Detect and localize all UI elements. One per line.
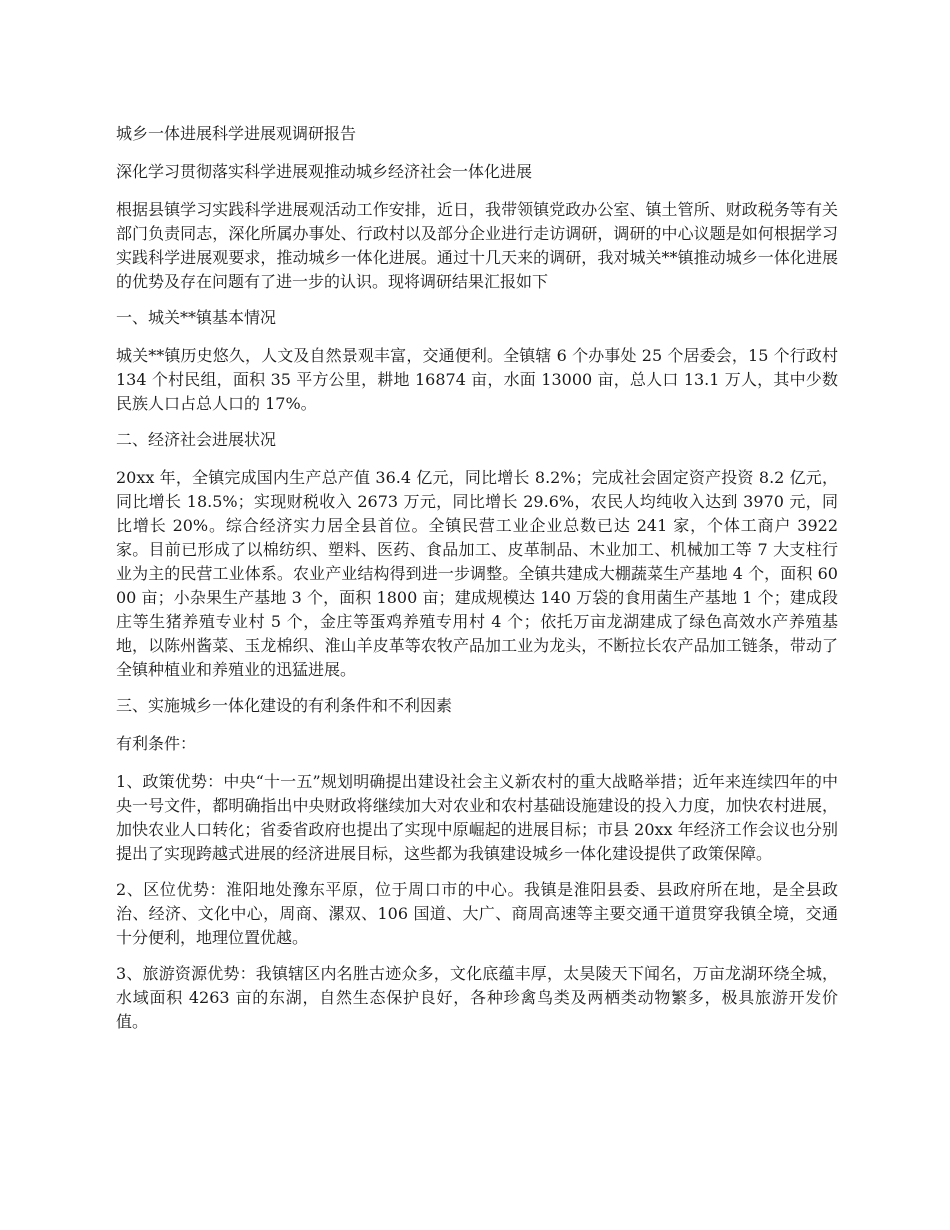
favorable-item-tourism: 3、旅游资源优势：我镇辖区内名胜古迹众多，文化底蕴丰厚，太昊陵天下闻名，万亩龙湖环绕全城，水域面积 4263 亩的东湖，自然生态保护良好，各种珍禽鸟类及两栖类动物繁多，极具旅游开发价值。 bbox=[116, 964, 838, 1031]
document-page bbox=[116, 122, 838, 1046]
document-subtitle: 深化学习贯彻落实科学进展观推动城乡经济社会一体化进展 bbox=[116, 162, 533, 181]
favorable-item-location: 2、区位优势：淮阳地处豫东平原，位于周口市的中心。我镇是淮阳县委、县政府所在地，是全县政治、经济、文化中心，周商、漯双、106 国道、大广、商周高速等主要交通干道贯穿我镇全境，交通十分便利，地理位置优越。 bbox=[116, 880, 838, 947]
section2-body: 20xx 年，全镇完成国内生产总产值 36.4 亿元，同比增长 8.2%；完成社会固定资产投资 8.2 亿元，同比增长 18.5%；实现财税收入 2673 万元，同比增长 29.6%，农民人均纯收入达到 3970 元，同比增长 20%。综合经济实力居全县首位。全镇民营工业企业总数已达 241 家，个体工商户 3922 家。目前已形成了以棉纺织、塑料、医药、食品加工、皮革制品、木业加工、机械加工等 7 大支柱行业为主的民营工业体系。农业产业结构得到进一步调整。全镇共建成大棚蔬菜生产基地 4 个，面积 6000 亩；小杂果生产基地 3 个，面积 1800 亩；建成规模达 140 万袋的食用菌生产基地 1 个；建成段庄等生猪养殖专业村 5 个，金庄等蛋鸡养殖专用村 4 个；依托万亩龙湖建成了绿色高效水产养殖基地，以陈州酱菜、玉龙棉织、淮山羊皮革等农牧产品加工业为龙头，不断拉长农产品加工链条，带动了全镇种植业和养殖业的迅猛进展。 bbox=[116, 468, 838, 679]
section1-heading: 一、城关**镇基本情况 bbox=[116, 308, 277, 327]
favorable-label: 有利条件： bbox=[116, 734, 197, 753]
section1-body: 城关**镇历史悠久，人文及自然景观丰富，交通便利。全镇辖 6 个办事处 25 个居委会，15 个行政村 134 个村民组，面积 35 平方公里，耕地 16874 亩，水面 13000 亩，总人口 13.1 万人，其中少数民族人口占总人口的 17%。 bbox=[116, 346, 838, 413]
section3-heading: 三、实施城乡一体化建设的有利条件和不利因素 bbox=[116, 696, 453, 715]
favorable-item-policy: 1、政策优势：中央“十一五”规划明确提出建设社会主义新农村的重大战略举措；近年来连续四年的中央一号文件，都明确指出中央财政将继续加大对农业和农村基础设施建设的投入力度，加快农村进展，加快农业人口转化；省委省政府也提出了实现中原崛起的进展目标；市县 20xx 年经济工作会议也分别提出了实现跨越式进展的经济进展目标，这些都为我镇建设城乡一体化建设提供了政策保障。 bbox=[116, 772, 838, 863]
section2-heading: 二、经济社会进展状况 bbox=[116, 430, 277, 449]
intro-paragraph: 根据县镇学习实践科学进展观活动工作安排，近日，我带领镇党政办公室、镇土管所、财政税务等有关部门负责同志，深化所属办事处、行政村以及部分企业进行走访调研，调研的中心议题是如何根据学习实践科学进展观要求，推动城乡一体化进展。通过十几天来的调研，我对城关**镇推动城乡一体化进展的优势及存在问题有了进一步的认识。现将调研结果汇报如下 bbox=[116, 200, 838, 291]
document-title: 城乡一体进展科学进展观调研报告 bbox=[116, 124, 357, 143]
